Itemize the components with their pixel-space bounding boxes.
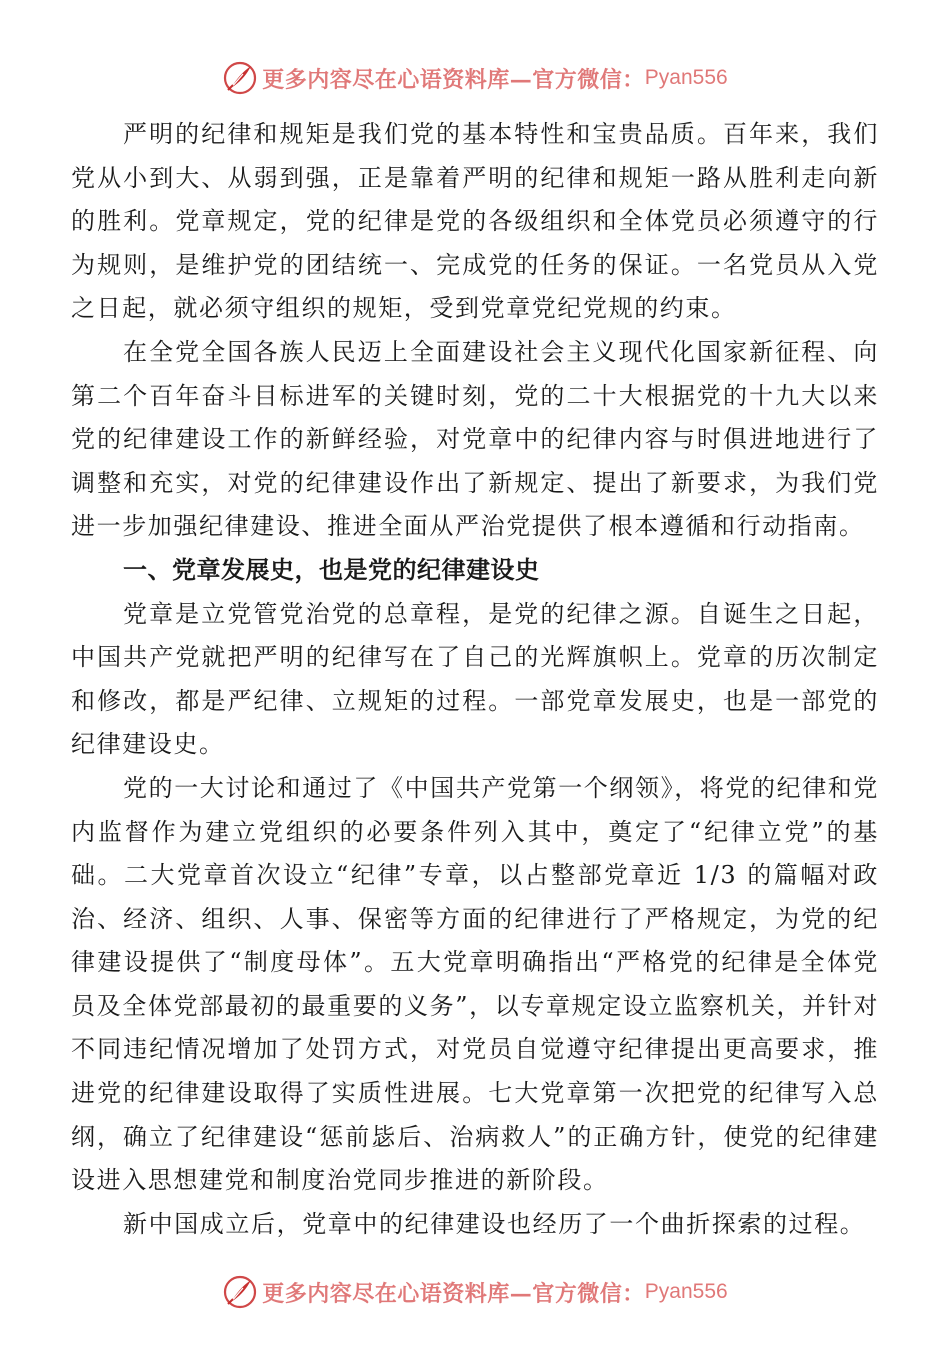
article-paragraph: 党的一大讨论和通过了《中国共产党第一个纲领》，将党的纪律和党内监督作为建立党组织的必要条件列入其中，奠定了“纪律立党”的基础。二大党章首次设立“纪律”专章，以占整部党章近 1/3 的篇幅对政治、经济、组织、人事、保密等方面的纪律进行了严格规定，为党的纪律建设提供了“制度母体”。五大党章明确指出“严格党的纪律是全体党员及全体党部最初的最重要的义务”，以专章规定设立监察机关，并针对不同违纪情况增加了处罚方式，对党员自觉遵守纪律提出更高要求，推进党的纪律建设取得了实质性进展。七大党章第一次把党的纪律写入总纲，确立了纪律建设“惩前毖后、治病救人”的正确方针，使党的纪律建设进入思想建党和制度治党同步推进的新阶段。 bbox=[71, 773, 879, 1195]
section-heading: 一、党章发展史，也是党的纪律建设史 bbox=[123, 555, 540, 584]
watermark-wechat-id: Pyan556 bbox=[644, 1280, 728, 1303]
feather-quill-icon bbox=[222, 60, 258, 96]
article-paragraph: 在全党全国各族人民迈上全面建设社会主义现代化国家新征程、向第二个百年奋斗目标进军的关键时刻，党的二十大根据党的十九大以来党的纪律建设工作的新鲜经验，对党章中的纪律内容与时俱进地进行了调整和充实，对党的纪律建设作出了新规定、提出了新要求，为我们党进一步加强纪律建设、推进全面从严治党提供了根本遵循和行动指南。 bbox=[71, 337, 879, 541]
article-body bbox=[71, 113, 879, 1246]
top-watermark-banner bbox=[0, 58, 950, 98]
watermark-text: 更多内容尽在心语资料库—官方微信： bbox=[262, 1280, 645, 1307]
bottom-watermark-banner bbox=[0, 1272, 950, 1312]
article-paragraph: 严明的纪律和规矩是我们党的基本特性和宝贵品质。百年来，我们党从小到大、从弱到强，正是靠着严明的纪律和规矩一路从胜利走向新的胜利。党章规定，党的纪律是党的各级组织和全体党员必须遵守的行为规则，是维护党的团结统一、完成党的任务的保证。一名党员从入党之日起，就必须守组织的规矩，受到党章党纪党规的约束。 bbox=[71, 120, 879, 323]
article-paragraph: 新中国成立后，党章中的纪律建设也经历了一个曲折探索的过程。 bbox=[123, 1209, 866, 1238]
watermark-wechat-id: Pyan556 bbox=[644, 66, 728, 89]
feather-quill-icon bbox=[222, 1274, 258, 1310]
watermark-text: 更多内容尽在心语资料库—官方微信： bbox=[262, 66, 645, 93]
article-paragraph: 党章是立党管党治党的总章程，是党的纪律之源。自诞生之日起，中国共产党就把严明的纪律写在了自己的光辉旗帜上。党章的历次制定和修改，都是严纪律、立规矩的过程。一部党章发展史，也是一部党的纪律建设史。 bbox=[71, 599, 879, 759]
